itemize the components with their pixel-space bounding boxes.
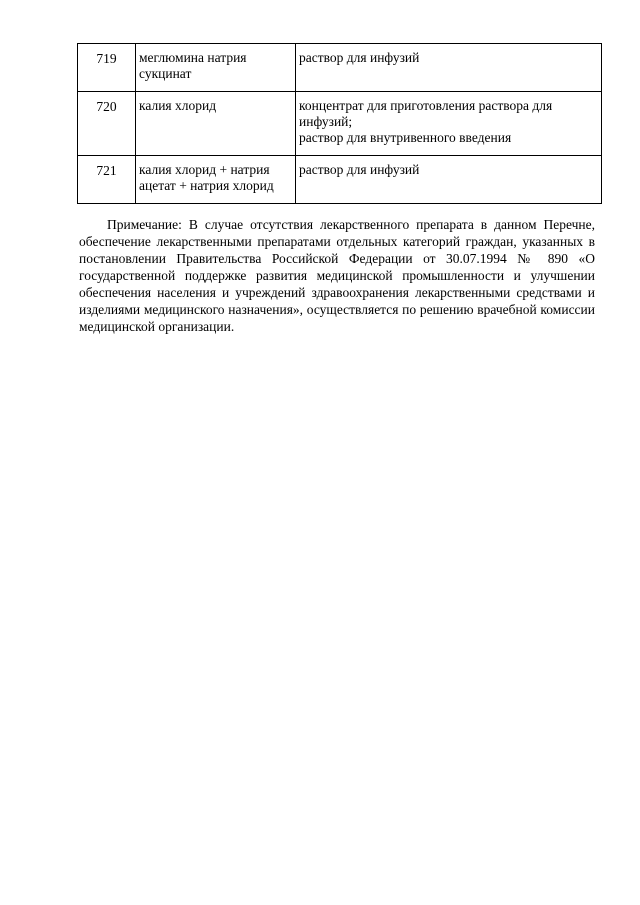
row-number: 719 <box>78 44 136 92</box>
drug-name: калия хлорид <box>136 92 296 156</box>
table-row <box>78 156 602 204</box>
row-number: 720 <box>78 92 136 156</box>
dosage-form <box>296 156 602 204</box>
drug-name: меглюмина натрия сукцинат <box>136 44 296 92</box>
dosage-form-line: раствор для инфузий <box>299 162 420 177</box>
drug-name: калия хлорид + натрия ацетат + натрия хлорид <box>136 156 296 204</box>
footnote-paragraph: Примечание: В случае отсутствия лекарственного препарата в данном Перечне, обеспечение лекарственными препаратами отдельных категорий граждан, указанных в постановлении Правительства Российской Федерации от 30.07.1994 № 890 «О государственной поддержке развития медицинской промышленности и улучшении обеспечения населения и учреждений здравоохранения лекарственными средствами и изделиями медицинского назначения», осуществляется по решению врачебной комиссии медицинской организации. <box>79 217 595 334</box>
row-number: 721 <box>78 156 136 204</box>
table-row <box>78 92 602 156</box>
dosage-form <box>296 44 602 92</box>
table-row <box>78 44 602 92</box>
dosage-form-line: раствор для внутривенного введения <box>299 130 512 145</box>
dosage-form <box>296 92 602 156</box>
dosage-form-line: концентрат для приготовления раствора для инфузий; <box>299 98 553 129</box>
dosage-form-line: раствор для инфузий <box>299 50 420 65</box>
drug-list-table <box>77 43 602 204</box>
